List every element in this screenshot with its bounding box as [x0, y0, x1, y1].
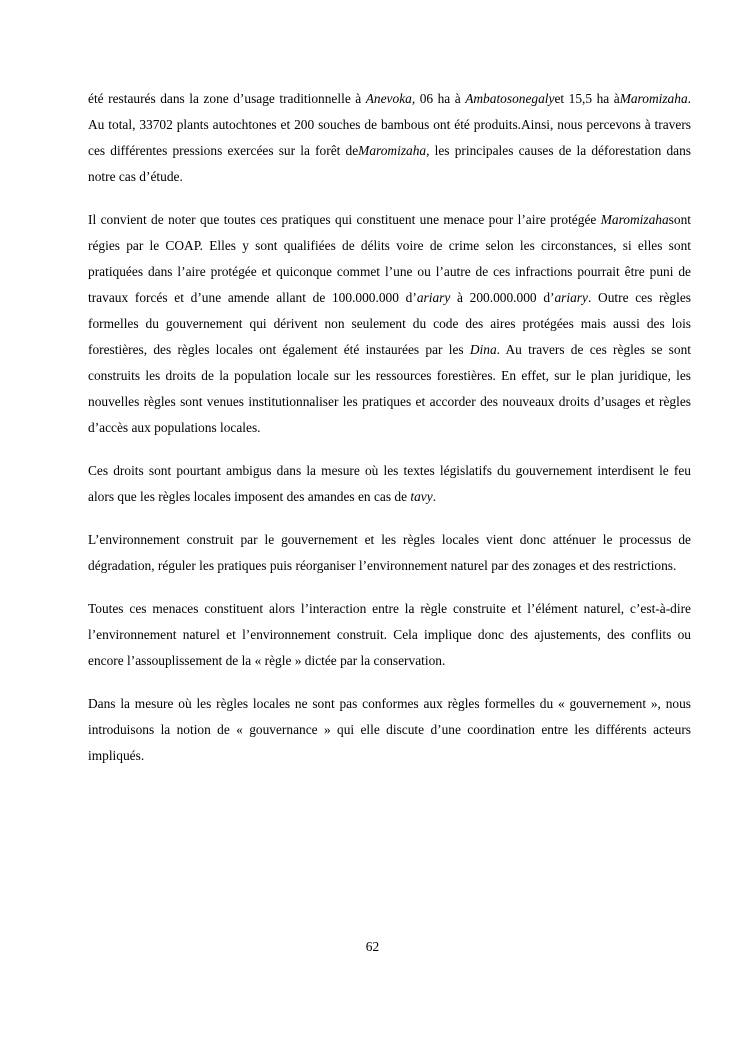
- text-run: sont régies par le COAP. Elles y sont qualifiées de délits voire de crime selon les circonstances, si elles sont pratiquées dans l’aire protégée et quiconque commet l’une ou l’autre de ces infractions pourrait être puni de travaux forcés et d’une amende allant de 100.000.000 d’: [88, 212, 691, 305]
- text-run: Ces droits sont pourtant ambigus dans la mesure où les textes législatifs du gouvernement interdisent le feu alors que les règles locales imposent des amandes en cas de: [88, 463, 691, 504]
- document-body: [88, 86, 691, 786]
- paragraph-restoration: [88, 86, 691, 190]
- currency-ariary: ariary: [554, 290, 588, 305]
- paragraph-threats-interaction: [88, 596, 691, 674]
- paragraph-coap-rules: [88, 207, 691, 441]
- text-run: . Au total, 33702 plants autochtones et 200 souches de bambous ont été produits.Ainsi, nous percevons à travers ces différentes pressions exercées sur la forêt de: [88, 91, 691, 158]
- paragraph-built-environment: [88, 527, 691, 579]
- term-dina: Dina: [469, 342, 497, 357]
- text-run: , les principales causes de la déforestation dans notre cas d’étude.: [88, 143, 691, 184]
- text-run: Il convient de noter que toutes ces pratiques qui constituent une menace pour l’aire protégée: [88, 212, 601, 227]
- term-tavy: tavy: [410, 489, 433, 504]
- place-name-ambatosonegaly: Ambatosonegaly: [465, 91, 555, 106]
- text-run: à 200.000.000 d’: [450, 290, 555, 305]
- place-name-maromizaha: Maromizaha: [600, 212, 669, 227]
- text-run: L’environnement construit par le gouvernement et les règles locales vient donc atténuer le processus de dégradation, réguler les pratiques puis réorganiser l’environnement naturel par des zonages et des restrictions.: [88, 532, 691, 573]
- text-run: et 15,5 ha à: [554, 91, 620, 106]
- paragraph-governance: [88, 691, 691, 769]
- currency-ariary: ariary: [416, 290, 451, 305]
- place-name-maromizaha: Maromizaha: [619, 91, 688, 106]
- text-run: Dans la mesure où les règles locales ne sont pas conformes aux règles formelles du « gouvernement », nous introduisons la notion de « gouvernance » qui elle discute d’une coordination entre les différents acteurs impliqués.: [88, 696, 691, 763]
- text-run: été restaurés dans la zone d’usage traditionnelle à: [88, 91, 366, 106]
- text-run: . Au travers de ces règles se sont construits les droits de la population locale sur les ressources forestières. En effet, sur le plan juridique, les nouvelles règles sont venues institutionnaliser les pratiques et accorder des nouveaux droits d’usages et règles d’accès aux populations locales.: [88, 342, 691, 435]
- text-run: .: [432, 489, 437, 504]
- text-run: Toutes ces menaces constituent alors l’interaction entre la règle construite et l’élément naturel, c’est-à-dire l’environnement naturel et l’environnement construit. Cela implique donc des ajustements, des conflits ou encore l’assouplissement de la « règle » dictée par la conservation.: [88, 601, 691, 668]
- place-name-maromizaha: Maromizaha: [358, 143, 427, 158]
- page-number: 62: [365, 939, 380, 954]
- text-run: , 06 ha à: [411, 91, 466, 106]
- place-name-anevoka: Anevoka: [365, 91, 412, 106]
- paragraph-ambiguous-rights: [88, 458, 691, 510]
- text-run: . Outre ces règles formelles du gouvernement qui dérivent non seulement du code des aires protégées mais aussi des lois forestières, des règles locales ont également été instaurées par les: [88, 290, 691, 357]
